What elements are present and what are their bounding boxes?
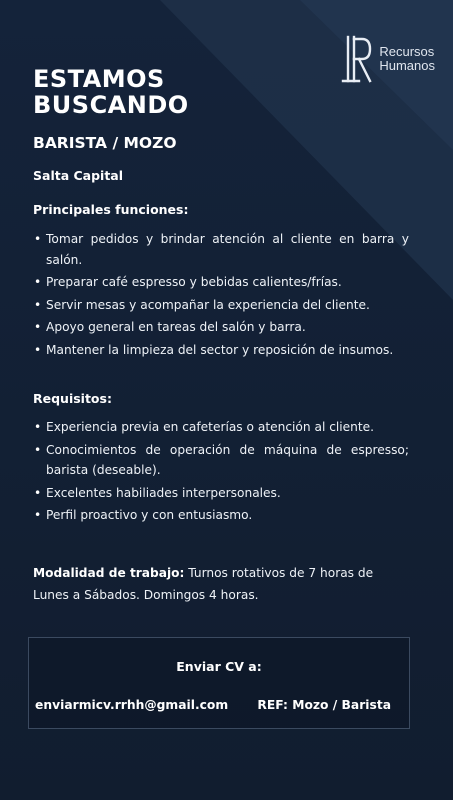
job-position: BARISTA / MOZO bbox=[33, 134, 177, 152]
work-schedule-text: Turnos rotativos de 7 horas de Lunes a Sábados. Domingos 4 horas. bbox=[33, 566, 374, 602]
contact-reference: REF: Mozo / Barista bbox=[257, 698, 391, 712]
list-item: • Servir mesas y acompañar la experiencia del cliente. bbox=[33, 295, 409, 316]
list-item: • Preparar café espresso y bebidas calientes/frías. bbox=[33, 272, 409, 293]
contact-title: Enviar CV a: bbox=[176, 659, 262, 674]
funciones-list bbox=[33, 229, 409, 362]
title-line1: ESTAMOS bbox=[33, 65, 165, 93]
brand-name bbox=[379, 45, 435, 73]
list-item: • Excelentes habiliades interpersonales. bbox=[33, 483, 409, 504]
funciones-title: Principales funciones: bbox=[33, 202, 189, 217]
job-location: Salta Capital bbox=[33, 168, 124, 183]
list-item: • Conocimientos de operación de máquina de espresso; barista (deseable). bbox=[33, 440, 409, 481]
brand-name-line2: Humanos bbox=[379, 58, 435, 73]
list-item: • Tomar pedidos y brindar atención al cliente en barra y salón. bbox=[33, 229, 409, 270]
work-schedule-label: Modalidad de trabajo: bbox=[33, 566, 185, 580]
list-item: • Mantener la limpieza del sector y reposición de insumos. bbox=[33, 340, 409, 361]
list-item: • Apoyo general en tareas del salón y barra. bbox=[33, 317, 409, 338]
list-item: • Experiencia previa en cafeterías o atención al cliente. bbox=[33, 417, 409, 438]
rh-monogram-icon bbox=[339, 34, 373, 84]
title-line2: BUSCANDO bbox=[33, 91, 189, 119]
list-item: • Perfil proactivo y con entusiasmo. bbox=[33, 505, 409, 526]
brand-logo bbox=[339, 34, 435, 84]
brand-name-line1: Recursos bbox=[379, 44, 435, 59]
requisitos-list bbox=[33, 417, 409, 528]
work-schedule bbox=[33, 562, 409, 606]
requisitos-title: Requisitos: bbox=[33, 391, 112, 406]
page-title bbox=[33, 66, 293, 118]
contact-box bbox=[28, 637, 410, 729]
contact-email[interactable]: enviarmicv.rrhh@gmail.com bbox=[35, 698, 229, 712]
